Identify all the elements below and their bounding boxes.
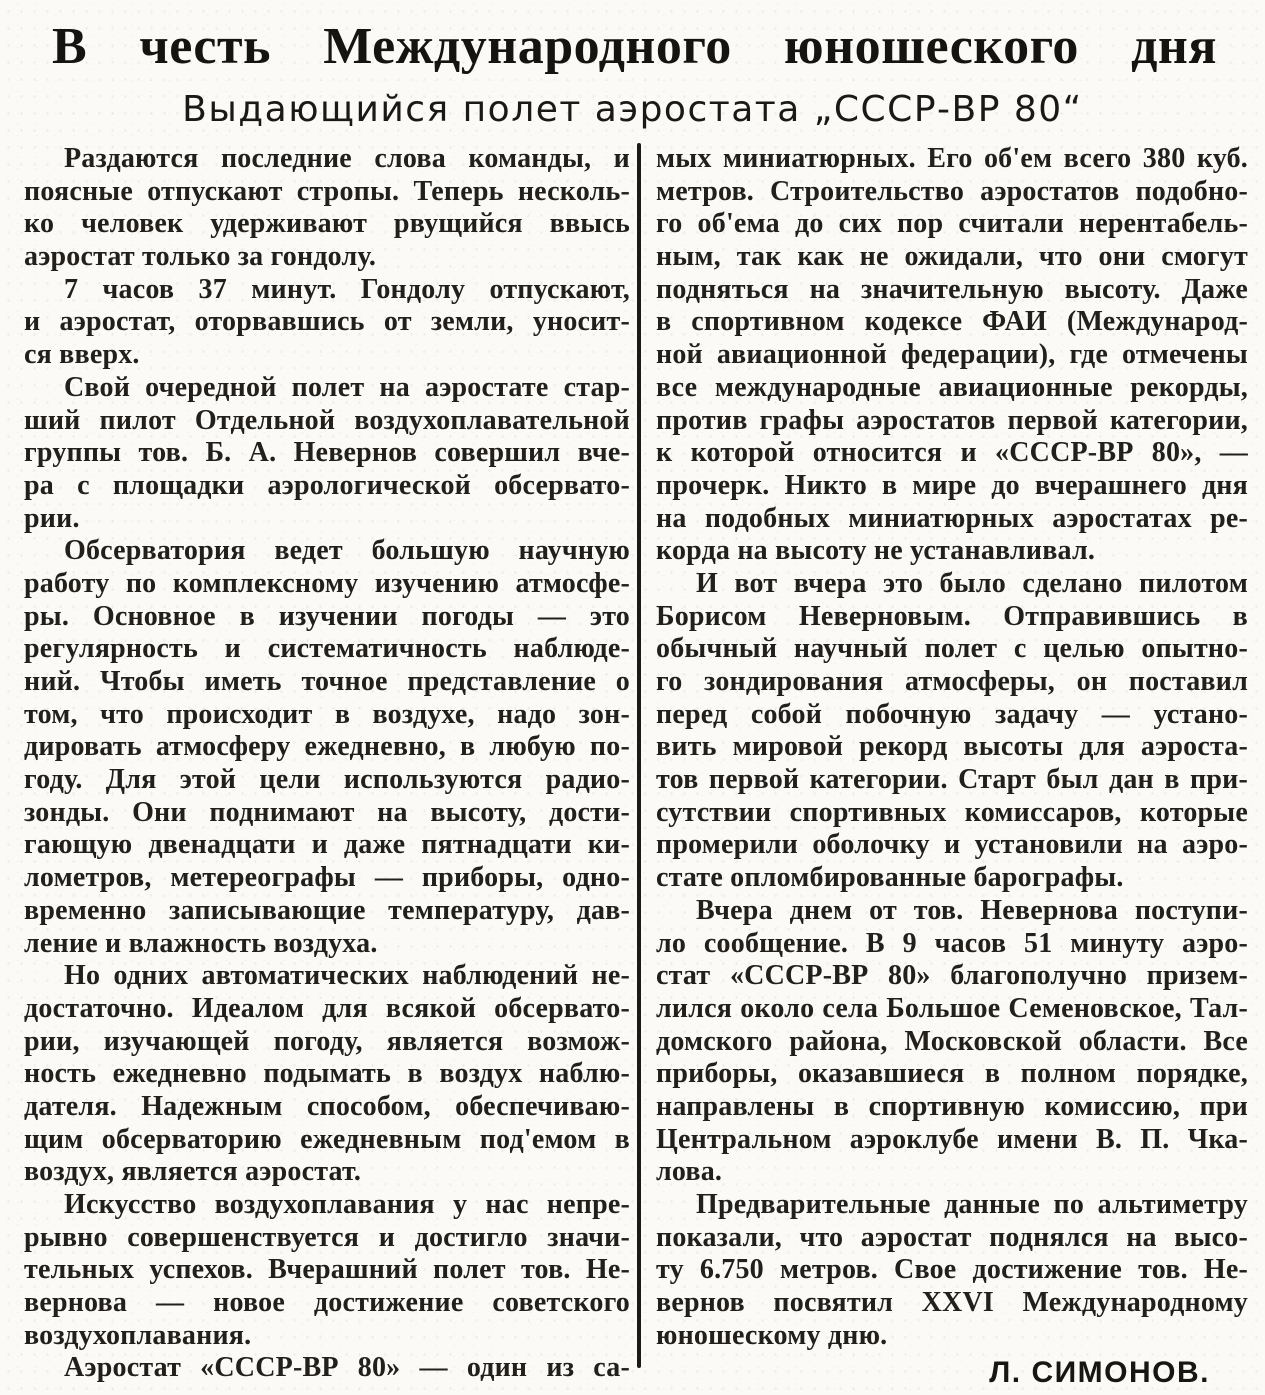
article-line: показали, что аэростат поднялся на высо- — [656, 1221, 1248, 1253]
article-line: Но одних автоматических наблюдений не- — [64, 960, 630, 992]
article-line: ра с площадки аэрологической обсервато- — [24, 469, 630, 501]
article-line: корда на высоту не устанавливал. — [656, 535, 1096, 567]
article-line: аэростат только за гондолу. — [24, 241, 377, 273]
article-line: вернова — новое достижение советского — [24, 1287, 630, 1319]
article-line: домского района, Московской области. Все — [656, 1025, 1248, 1057]
article-line: ло сообщение. В 9 часов 51 минуту аэро- — [656, 927, 1248, 959]
article-line: рии, изучающей погоду, является возмож- — [24, 1025, 630, 1057]
article-line: прочерк. Никто в мире до вчерашнего дня — [656, 469, 1248, 501]
article-line: тельных успехов. Вчерашний полет тов. Не- — [24, 1254, 630, 1286]
article-line: к которой относится и «СССР-ВР 80», — — [656, 437, 1248, 469]
article-line: том, что происходит в воздухе, надо зон- — [24, 698, 630, 730]
article-line: на подобных миниатюрных аэростатах ре- — [656, 502, 1248, 534]
article-line: ся вверх. — [24, 339, 140, 371]
article-line: поясные отпускают стропы. Теперь несколь- — [24, 175, 630, 207]
article-line: стат «СССР-ВР 80» благополучно призем- — [656, 960, 1248, 992]
article-line: достаточно. Идеалом для всякой обсервато- — [24, 992, 630, 1024]
article-line: стате опломбированные барографы. — [656, 862, 1124, 894]
column-right — [656, 143, 1248, 1390]
article-line: метров. Строительство аэростатов подобно- — [656, 175, 1248, 207]
article-line: сутствии спортивных комиссаров, которые — [656, 796, 1248, 828]
article-line: ление и влажность воздуха. — [24, 927, 378, 959]
article-line: регулярность и систематичность наблюде- — [24, 633, 630, 665]
article-line: Раздаются последние слова команды, и — [64, 143, 630, 174]
article-line: промерили оболочку и установили на аэро- — [656, 829, 1248, 861]
article-line: Центральном аэроклубе имени В. П. Чка- — [656, 1123, 1248, 1155]
article-line: лова. — [656, 1156, 723, 1188]
article-line: работу по комплексному изучению атмосфе- — [24, 567, 630, 599]
article-line: го зондирования атмосферы, он поставил — [656, 666, 1248, 697]
article-line: ры. Основное в изучении погоды — это — [24, 600, 630, 632]
article-line: зонды. Они поднимают на высоту, дости- — [24, 796, 630, 828]
article-line: ным, так как не ожидали, что они смогут — [656, 241, 1248, 273]
article-line: рии. — [24, 502, 80, 534]
article-line: лометров, метереографы — приборы, одно- — [24, 862, 630, 894]
article-line: обычный научный полет с целью опытно- — [656, 633, 1248, 665]
article-line: Свой очередной полет на аэростате стар- — [64, 371, 630, 403]
article-line: направлены в спортивную комиссию, при — [656, 1090, 1248, 1122]
article-line: перед собой побочную задачу — устано- — [656, 698, 1248, 730]
article-line: в спортивном кодексе ФАИ (Международ- — [656, 306, 1248, 338]
column-left — [24, 143, 630, 1390]
article-line: И вот вчера это было сделано пилотом — [696, 567, 1248, 599]
article-line: рывно совершенствуется и достигло значи- — [24, 1221, 630, 1253]
article-line: и аэростат, оторвавшись от земли, уносит- — [24, 306, 630, 338]
article-line: воздухоплавания. — [24, 1319, 252, 1351]
article-line: ко человек удерживают рвущийся ввысь — [24, 208, 630, 240]
byline: Л. СИМОНОВ. — [989, 1356, 1210, 1390]
article-line: приборы, оказавшиеся в полном порядке, — [656, 1058, 1248, 1090]
article-line: Обсерватория ведет большую научную — [64, 535, 630, 567]
article-line: Вчера днем от тов. Невернова поступи- — [696, 894, 1248, 926]
article-line: лился около села Большое Семеновское, Тал- — [656, 992, 1248, 1024]
column-right-lines — [656, 143, 1248, 1352]
article-line: щим обсерваторию ежедневным под'емом в — [24, 1123, 630, 1155]
article-line: Предварительные данные по альтиметру — [696, 1189, 1248, 1220]
article-line: 7 часов 37 минут. Гондолу отпускают, — [64, 273, 630, 305]
article-line: группы тов. Б. А. Невернов совершил вче- — [24, 437, 630, 469]
article-line: ность ежедневно подымать в воздух наблю- — [24, 1058, 630, 1090]
column-left-lines — [24, 143, 630, 1385]
column-divider — [637, 143, 641, 1368]
article-line: го об'ема до сих пор считали нерентабель- — [656, 208, 1248, 240]
article-line: дателя. Надежным способом, обеспечиваю- — [24, 1090, 630, 1122]
article-body — [24, 143, 1265, 1390]
article-line: ший пилот Отдельной воздухоплавательной — [24, 404, 630, 436]
article-line: вернов посвятил XXVI Международному — [656, 1287, 1248, 1319]
article-line: тов первой категории. Старт был дан в при- — [656, 764, 1248, 796]
article-line: подняться на значительную высоту. Даже — [656, 273, 1248, 305]
article-line: гающую двенадцати и даже пятнадцати ки- — [24, 829, 630, 861]
article-line: году. Для этой цели используются радио- — [24, 764, 630, 796]
article-line: Искусство воздухоплавания у нас непре- — [64, 1189, 630, 1220]
article-line: вить мировой рекорд высоты для аэроста- — [656, 731, 1248, 763]
article-line: дировать атмосферу ежедневно, в любую по- — [24, 731, 630, 763]
subheadline: Выдающийся полет аэростата „СССР-ВР 80“ — [182, 89, 1083, 130]
article-line: ту 6.750 метров. Свое достижение тов. Не- — [656, 1254, 1248, 1286]
article-line: мых миниатюрных. Его об'ем всего 380 куб. — [656, 143, 1248, 174]
article-line: временно записывающие температуру, дав- — [24, 894, 630, 926]
article-line: все международные авиационные рекорды, — [656, 371, 1248, 403]
article-line: воздух, является аэростат. — [24, 1156, 362, 1188]
article-line: ний. Чтобы иметь точное представление о — [24, 666, 630, 697]
article-line: Аэростат «СССР-ВР 80» — один из са- — [64, 1352, 630, 1384]
headline: В честь Международного юношеского дня — [52, 18, 1217, 75]
article-line: ной авиационной федерации), где отмечены — [656, 339, 1248, 371]
article-line: юношескому дню. — [656, 1319, 888, 1351]
article-line: Борисом Неверновым. Отправившись в — [656, 600, 1248, 632]
article-line: против графы аэростатов первой категории, — [656, 404, 1248, 436]
